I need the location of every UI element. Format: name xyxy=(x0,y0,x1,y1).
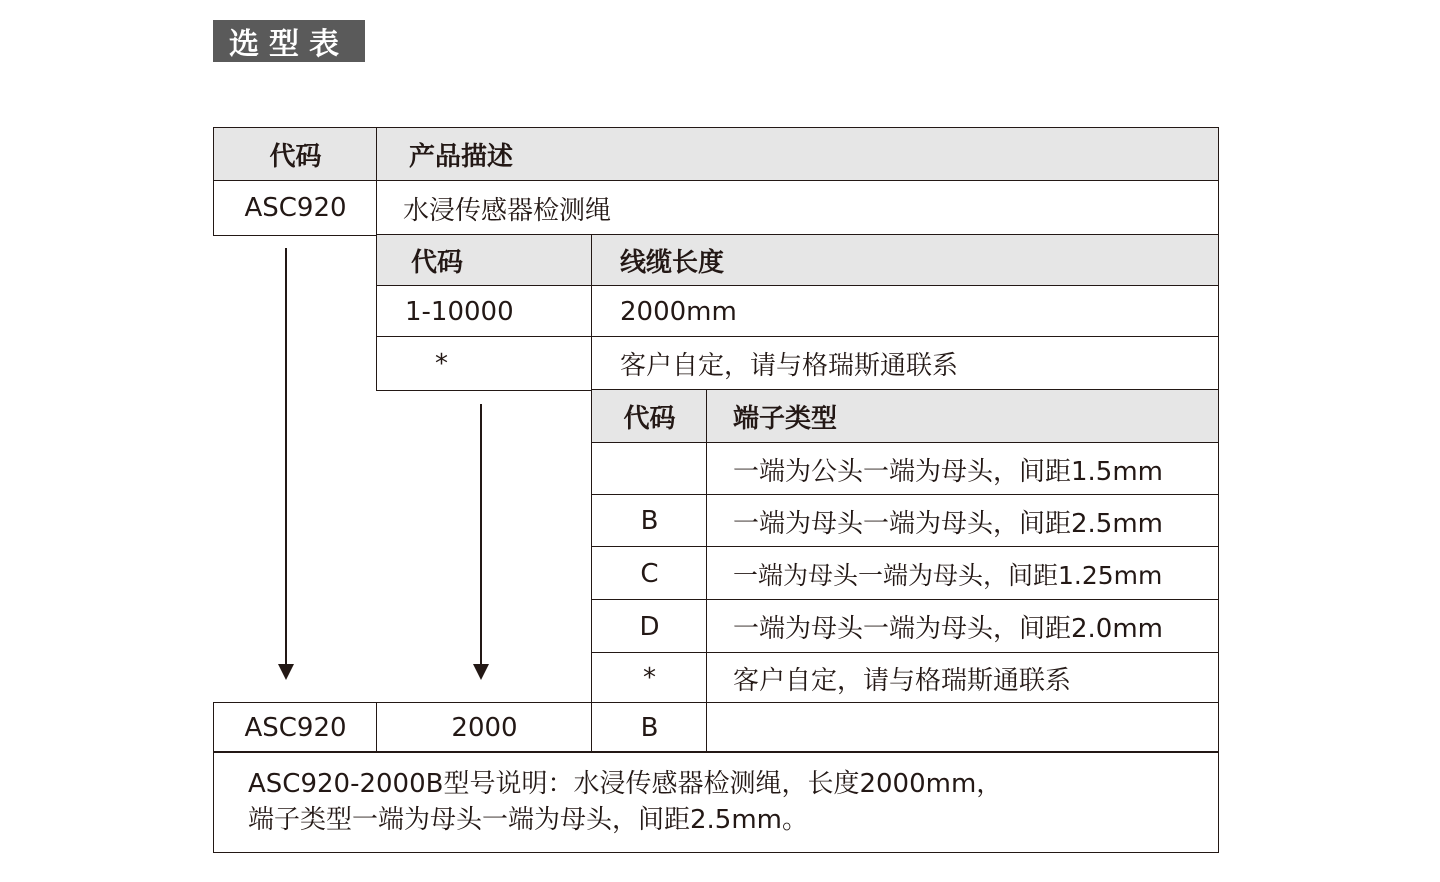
arrow-down-icon xyxy=(278,664,294,680)
table3-header-desc: 端子类型 xyxy=(706,389,1219,444)
table3-row3-code: C xyxy=(591,546,708,601)
table1-desc: 水浸传感器检测绳 xyxy=(376,180,1219,236)
table3-row1-code xyxy=(591,442,708,496)
arrow-line-2 xyxy=(480,404,482,666)
table3-row5-desc: 客户自定，请与格瑞斯通联系 xyxy=(706,652,1219,704)
table1-header-code: 代码 xyxy=(213,127,378,182)
table3-row4-code: D xyxy=(591,599,708,654)
table2-row1-desc: 2000mm xyxy=(591,285,1219,338)
table2-row2-code: * xyxy=(376,336,593,391)
result-part4 xyxy=(706,702,1219,753)
table2-row1-code: 1-10000 xyxy=(376,285,593,338)
table1-header-desc: 产品描述 xyxy=(376,127,1219,182)
table3-row4-desc: 一端为母头一端为母头，间距2.0mm xyxy=(706,599,1219,654)
table1-code: ASC920 xyxy=(213,180,378,236)
table3-header-code: 代码 xyxy=(591,389,708,444)
arrow-down-icon xyxy=(473,664,489,680)
model-note xyxy=(213,751,1219,853)
result-part2: 2000 xyxy=(376,702,593,753)
table2-row2-desc: 客户自定，请与格瑞斯通联系 xyxy=(591,336,1219,391)
page-title: 选型表 xyxy=(213,20,365,62)
table3-row5-code: * xyxy=(591,652,708,704)
table3-row2-desc: 一端为母头一端为母头，间距2.5mm xyxy=(706,494,1219,548)
table2-header-desc: 线缆长度 xyxy=(591,234,1219,287)
note-line-2: 端子类型一端为母头一端为母头，间距2.5mm。 xyxy=(248,805,809,835)
note-line-1: ASC920-2000B型号说明：水浸传感器检测绳，长度2000mm， xyxy=(248,769,1003,799)
table3-row2-code: B xyxy=(591,494,708,548)
result-part3: B xyxy=(591,702,708,753)
arrow-line-1 xyxy=(285,248,287,666)
table2-header-code: 代码 xyxy=(376,234,593,287)
result-part1: ASC920 xyxy=(213,702,378,753)
table3-row1-desc: 一端为公头一端为母头，间距1.5mm xyxy=(706,442,1219,496)
table3-row3-desc: 一端为母头一端为母头，间距1.25mm xyxy=(706,546,1219,601)
